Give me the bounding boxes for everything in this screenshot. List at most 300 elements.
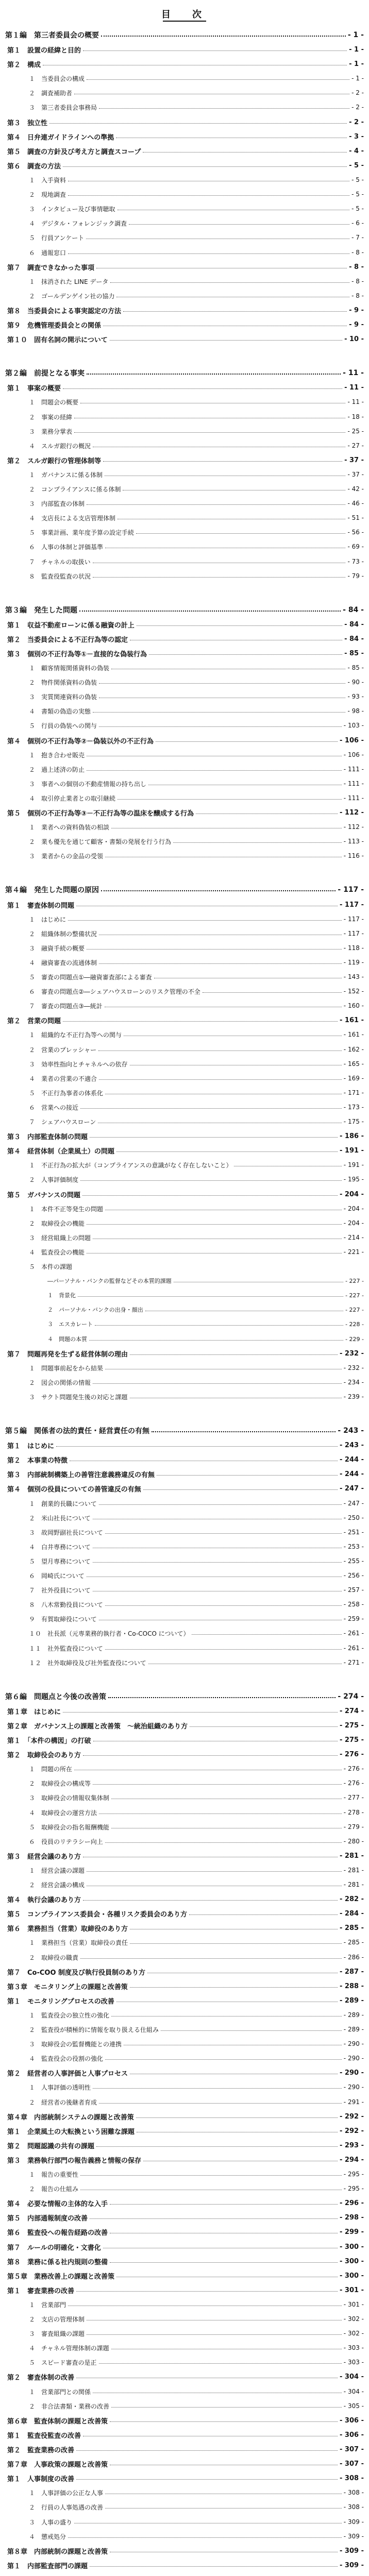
dot-leader bbox=[101, 36, 346, 37]
toc-page-number: - 221 - bbox=[343, 1248, 364, 1256]
dot-leader bbox=[192, 1634, 342, 1635]
toc-page-number: - 173 - bbox=[343, 1104, 364, 1111]
toc-chapter-row bbox=[7, 454, 364, 466]
dot-leader bbox=[99, 2103, 342, 2104]
toc-chapter-row bbox=[7, 1893, 364, 1905]
toc-section-row bbox=[47, 1275, 364, 1287]
toc-section-row bbox=[29, 72, 364, 84]
toc-entry-label: 第３編 発生した問題 bbox=[5, 606, 77, 615]
toc-chapter-row bbox=[7, 2545, 364, 2557]
toc-section-row bbox=[29, 821, 364, 833]
toc-entry-label: ２ 人事評価制度 bbox=[29, 1176, 79, 1183]
toc-entry-label: 第２ 審査体制の改善 bbox=[7, 2374, 75, 2382]
toc-entry-label: 第６ 監査役への報告経路の改善 bbox=[7, 2229, 108, 2237]
dot-leader bbox=[89, 1340, 343, 1341]
toc-section-row bbox=[29, 676, 364, 688]
toc-entry-label: １ 顧客情報関係資料の偽装 bbox=[29, 664, 110, 672]
toc-entry-label: 第２ 問題認識の共有の課題 bbox=[7, 2142, 95, 2150]
toc-page-number: - 1 - bbox=[349, 45, 364, 54]
toc-page-number: - 277 - bbox=[343, 1794, 364, 1801]
dot-leader bbox=[93, 577, 345, 578]
toc-entry-label: 第１ 内部監査部門の課題 bbox=[7, 2562, 88, 2570]
toc-page-number: - 228 - bbox=[345, 1320, 364, 1328]
dot-leader bbox=[68, 2537, 342, 2538]
dot-leader bbox=[63, 166, 347, 167]
toc-page-number: - 244 - bbox=[340, 1470, 364, 1478]
dot-leader bbox=[87, 1871, 342, 1872]
toc-section-row bbox=[29, 2573, 364, 2576]
toc-chapter-row bbox=[7, 1980, 364, 1992]
dot-leader bbox=[87, 374, 341, 375]
toc-page-number: - 37 - bbox=[347, 471, 364, 478]
toc-entry-label: 第４ 個別の役員についての善管違反の有無 bbox=[7, 1485, 141, 1494]
toc-entry-label: 第４ 経営体制（企業風土）の問題 bbox=[7, 1147, 115, 1156]
toc-section-row bbox=[29, 87, 364, 99]
toc-entry-label: １ 問題事前起をから結果 bbox=[29, 1364, 104, 1372]
dot-leader bbox=[161, 2030, 342, 2031]
toc-page-number: - 73 - bbox=[347, 558, 364, 565]
toc-page-number: - 299 - bbox=[340, 2228, 364, 2236]
dot-leader bbox=[111, 2407, 342, 2408]
dot-leader bbox=[82, 1195, 338, 1196]
toc-chapter-row bbox=[7, 1907, 364, 1920]
toc-page-number: - 300 - bbox=[340, 2272, 364, 2280]
dot-leader bbox=[99, 726, 342, 727]
toc-entry-label: ８ 八木常勤役員について bbox=[29, 1601, 103, 1608]
toc-entry-label: 第５編 関係者の法的責任・経営責任の有無 bbox=[5, 1427, 149, 1435]
toc-page-number: - 276 - bbox=[340, 1750, 364, 1758]
toc-entry-label: ２ 過上述済の防止 bbox=[29, 766, 85, 773]
toc-page-number: - 175 - bbox=[343, 1118, 364, 1125]
toc-section-row bbox=[29, 202, 364, 215]
toc-page-number: - 117 - bbox=[343, 916, 364, 923]
toc-section-row bbox=[29, 1936, 364, 1948]
toc-entry-label: １ 報告の重要性 bbox=[29, 2171, 79, 2178]
toc-entry-label: １ 問題の所在 bbox=[29, 1765, 73, 1773]
toc-entry-label: ２ ゴールデンゲイン社の協力 bbox=[29, 292, 115, 300]
dot-leader bbox=[190, 1726, 338, 1727]
dot-leader bbox=[80, 2175, 342, 2176]
toc-section-row bbox=[29, 231, 364, 244]
toc-entry-label: ２ 経営者の後継者育成 bbox=[29, 2098, 97, 2106]
dot-leader bbox=[157, 1475, 338, 1476]
toc-entry-label: ５ 望月専務について bbox=[29, 1557, 91, 1565]
toc-entry-label: ２ 支店の管理体制 bbox=[29, 2315, 85, 2323]
toc-page-number: - 27 - bbox=[347, 442, 364, 449]
toc-entry-label: ２ 事案の経緯 bbox=[29, 413, 73, 421]
dot-leader bbox=[56, 1446, 338, 1447]
toc-page-number: - 281 - bbox=[340, 1852, 364, 1860]
toc-entry-label: 第３ 経営会議のあり方 bbox=[7, 1853, 81, 1861]
toc-entry-label: 第１ 設置の経緯と目的 bbox=[7, 46, 81, 55]
dot-leader bbox=[110, 2421, 338, 2422]
toc-page-number: - 284 - bbox=[340, 1909, 364, 1918]
toc-entry-label: ４ デジタル・フォレンジック調査 bbox=[29, 219, 127, 227]
toc-section-row bbox=[29, 1951, 364, 1963]
toc-chapter-row bbox=[7, 1347, 364, 1360]
toc-page-number: - 46 - bbox=[347, 500, 364, 507]
toc-entry-label: １ はじめに bbox=[29, 916, 66, 923]
dot-leader bbox=[79, 611, 341, 612]
toc-entry-label: 第３章 モニタリング上の課題と改善策 bbox=[7, 1983, 128, 1991]
dot-leader bbox=[105, 2508, 342, 2509]
toc-entry-label: 第５章 業務改善上の課題と改善策 bbox=[7, 2273, 115, 2281]
toc-page-number: - 257 - bbox=[343, 1586, 364, 1594]
dot-leader bbox=[149, 654, 342, 655]
toc-entry-label: １ 本件不正等発生の問題 bbox=[29, 1205, 104, 1213]
toc-page-number: - 51 - bbox=[347, 514, 364, 521]
toc-page-number: - 8 - bbox=[351, 292, 364, 299]
toc-page-number: - 232 - bbox=[343, 1364, 364, 1371]
toc-chapter-row bbox=[7, 2284, 364, 2296]
toc-chapter-row bbox=[7, 2269, 364, 2282]
toc-page-number: - 302 - bbox=[343, 2330, 364, 2337]
toc-entry-label: １ 創業的長職について bbox=[29, 1500, 97, 1507]
toc-section-row bbox=[29, 1028, 364, 1041]
toc-page-number: - 290 - bbox=[343, 2083, 364, 2091]
toc-entry-label: ４ 業者の営業の不適合 bbox=[29, 1075, 97, 1082]
toc-entry-label: 第４ 執行会議のあり方 bbox=[7, 1896, 81, 1904]
toc-page-number: - 300 - bbox=[340, 2257, 364, 2265]
toc-entry-label: 第５ ガバナンスの問題 bbox=[7, 1191, 80, 1199]
toc-page-number: - 295 - bbox=[343, 2171, 364, 2178]
toc-page-number: - 8 - bbox=[351, 278, 364, 285]
toc-entry-label: ４ 書類の偽造の実態 bbox=[29, 707, 91, 715]
toc-entry-label: 第２ 構成 bbox=[7, 61, 41, 69]
toc-section-row bbox=[29, 1656, 364, 1669]
toc-chapter-row bbox=[7, 1453, 364, 1466]
toc-page-number: - 293 - bbox=[340, 2141, 364, 2149]
toc-section-row bbox=[29, 1497, 364, 1510]
toc-section-row bbox=[29, 1864, 364, 1876]
toc-page-number: - 2 - bbox=[351, 104, 364, 111]
toc-page-number: - 84 - bbox=[344, 635, 364, 643]
toc-page-number: - 79 - bbox=[347, 572, 364, 580]
toc-entry-label: １２ 社外取締役及び社外監査役について bbox=[29, 1659, 146, 1667]
toc-page-number: - 229 - bbox=[345, 1335, 364, 1343]
toc-entry-label: 第１ 事案の概要 bbox=[7, 384, 61, 393]
toc-entry-label: ６ 営業への接近 bbox=[29, 1104, 79, 1111]
toc-entry-label: １ 人事評価の透明性 bbox=[29, 2083, 91, 2091]
toc-page-number: - 274 - bbox=[338, 1692, 364, 1701]
toc-entry-label: 第１ 企業風土の大転換という困難な課題 bbox=[7, 2128, 135, 2136]
toc-chapter-row bbox=[7, 1144, 364, 1157]
toc-section-row bbox=[29, 1391, 364, 1403]
toc-section-row bbox=[29, 792, 364, 804]
toc-entry-label: １ 背景化 bbox=[47, 1292, 76, 1299]
toc-page-number: - 169 - bbox=[343, 1075, 364, 1082]
toc-page-number: - 304 - bbox=[340, 2372, 364, 2381]
toc-entry-label: ５ 不正行為事者の体系化 bbox=[29, 1089, 104, 1097]
toc-section-row bbox=[29, 2096, 364, 2108]
toc-chapter-row bbox=[7, 2197, 364, 2209]
toc-section-row bbox=[29, 1231, 364, 1244]
toc-page-number: - 281 - bbox=[343, 1867, 364, 1874]
toc-section-row bbox=[29, 1376, 364, 1388]
dot-leader bbox=[95, 1325, 343, 1326]
toc-entry-label: ４ 監査役会の機能 bbox=[29, 1248, 85, 1256]
toc-chapter-row bbox=[7, 304, 364, 316]
toc-section-row bbox=[29, 835, 364, 848]
dot-leader bbox=[105, 1605, 342, 1606]
toc-entry-label: ７ 社外役員について bbox=[29, 1586, 91, 1594]
toc-section-row bbox=[29, 2356, 364, 2368]
toc-page-number: - 303 - bbox=[343, 2344, 364, 2351]
toc-part-row bbox=[5, 884, 364, 896]
toc-entry-label: ２ 現地調査 bbox=[29, 191, 66, 198]
toc-chapter-row bbox=[7, 2110, 364, 2123]
toc-section-row bbox=[29, 2342, 364, 2354]
toc-page-number: - 116 - bbox=[343, 852, 364, 859]
toc-page-number: - 308 - bbox=[343, 2489, 364, 2496]
title-underline bbox=[163, 21, 206, 22]
toc-page-number: - 117 - bbox=[340, 901, 364, 909]
dot-leader bbox=[116, 1151, 338, 1152]
dot-leader bbox=[87, 949, 342, 950]
toc-entry-label: ３ 事者への個別の不動産情報の持ち出し bbox=[29, 780, 147, 788]
toc-section-row bbox=[47, 1318, 364, 1330]
toc-entry-label: 第１ はじめに bbox=[7, 1442, 55, 1450]
toc-entry-label: 第８ 業務に係る社内規則の整備 bbox=[7, 2258, 108, 2266]
toc-entry-label: ５ 取締役会の指名報酬機能 bbox=[29, 1823, 110, 1831]
toc-section-row bbox=[29, 971, 364, 983]
toc-entry-label: ４ チャネル管理体制の課題 bbox=[29, 2344, 109, 2352]
toc-entry-label: １ 組織的な不正行為等への関与 bbox=[29, 1031, 122, 1039]
toc-page-number: - 276 - bbox=[343, 1780, 364, 1787]
toc-chapter-row bbox=[7, 1188, 364, 1200]
toc-page-number: - 195 - bbox=[343, 1176, 364, 1183]
toc-entry-label: 第２ 営業の問題 bbox=[7, 1017, 61, 1025]
toc-page-number: - 274 - bbox=[340, 1707, 364, 1715]
toc-entry-label: ５ 本件の課題 bbox=[29, 1263, 73, 1270]
toc-chapter-row bbox=[7, 1482, 364, 1495]
toc-chapter-row bbox=[7, 899, 364, 911]
toc-entry-label: 第７ 調査できなかった事項 bbox=[7, 264, 95, 272]
toc-entry-label: ３ 第三者委員会事務局 bbox=[29, 104, 97, 111]
toc-section-row bbox=[29, 1540, 364, 1553]
toc-page-number: - 11 - bbox=[344, 383, 364, 392]
toc-entry-label: ２ 米山社長について bbox=[29, 1514, 91, 1522]
toc-entry-label: 第１ 監査役監査の改善 bbox=[7, 2432, 81, 2440]
toc-section-row bbox=[29, 719, 364, 732]
toc-page-number: - 11 - bbox=[343, 369, 364, 377]
toc-section-row bbox=[29, 439, 364, 452]
document-title: 目 次 bbox=[161, 9, 208, 20]
toc-entry-label: ２ 報告の仕組み bbox=[29, 2185, 79, 2193]
toc-page-number: - 117 - bbox=[343, 930, 364, 937]
toc-page-number: - 1 - bbox=[347, 31, 364, 39]
toc-entry-label: 第２ スルガ銀行の管理体制等 bbox=[7, 457, 102, 465]
toc-section-row bbox=[29, 555, 364, 568]
toc-page-number: - 111 - bbox=[343, 766, 364, 773]
dot-leader bbox=[136, 533, 345, 534]
toc-entry-label: １ 営業部門 bbox=[29, 2301, 66, 2309]
toc-entry-label: １ 業務担当（営業）取締役の責任 bbox=[29, 1939, 128, 1946]
toc-entry-label: １１ 社外監査役について bbox=[29, 1645, 103, 1652]
toc-page-number: - 9 - bbox=[349, 306, 364, 314]
toc-section-row bbox=[47, 1333, 364, 1345]
toc-page-number: - 285 - bbox=[343, 1939, 364, 1946]
dot-leader bbox=[83, 1900, 338, 1901]
toc-page-number: - 307 - bbox=[340, 2445, 364, 2453]
dot-leader bbox=[129, 224, 349, 225]
dot-leader bbox=[173, 842, 342, 843]
dot-leader bbox=[110, 282, 349, 283]
toc-entry-label: 第２ 経営者の人事評価と人事プロセス bbox=[7, 2070, 128, 2078]
toc-entry-label: 第６章 監査体制の課題と改善策 bbox=[7, 2417, 108, 2426]
dot-leader bbox=[110, 2204, 338, 2205]
toc-entry-label: ２ 組織体制の整備状況 bbox=[29, 930, 97, 938]
toc-chapter-row bbox=[7, 2472, 364, 2484]
dot-leader bbox=[156, 741, 338, 742]
toc-entry-label: ３ 融資手続の概要 bbox=[29, 944, 85, 952]
toc-section-row bbox=[29, 749, 364, 761]
toc-section-row bbox=[29, 1159, 364, 1171]
toc-page-number: - 309 - bbox=[343, 2533, 364, 2540]
toc-section-row bbox=[29, 1202, 364, 1215]
toc-page-number: - 56 - bbox=[347, 529, 364, 536]
toc-page-number: - 279 - bbox=[343, 1823, 364, 1831]
toc-entry-label: 第８ 当委員会による事実認定の方法 bbox=[7, 307, 122, 315]
toc-entry-label: ５ 審査の問題点①―融資審査部による審査 bbox=[29, 973, 152, 981]
toc-entry-label: １ 当委員会の構成 bbox=[29, 75, 85, 82]
toc-chapter-row bbox=[7, 2211, 364, 2224]
dot-leader bbox=[105, 1533, 342, 1534]
toc-entry-label: ４ 白井専務について bbox=[29, 1543, 91, 1551]
toc-page-number: - 171 - bbox=[343, 1089, 364, 1096]
dot-leader bbox=[152, 1431, 336, 1432]
dot-leader bbox=[87, 2334, 342, 2335]
toc-chapter-row bbox=[7, 2370, 364, 2383]
toc-page-number: - 304 - bbox=[343, 2388, 364, 2395]
toc-section-row bbox=[29, 2182, 364, 2195]
dot-leader bbox=[103, 461, 342, 462]
toc-page-number: - 2 - bbox=[349, 118, 364, 126]
toc-entry-label: 第２章 ガバナンス上の課題と改善策 ～統治組織のあり方 bbox=[7, 1722, 188, 1731]
toc-entry-label: 第６ 調査の方法 bbox=[7, 162, 61, 171]
toc-page-number: - 303 - bbox=[343, 2359, 364, 2366]
toc-page-number: - 275 - bbox=[340, 1721, 364, 1730]
dot-leader bbox=[110, 340, 342, 341]
toc-section-row bbox=[29, 2023, 364, 2036]
toc-page-number: - 5 - bbox=[351, 205, 364, 212]
toc-entry-label: ５ スピード審査の是正 bbox=[29, 2359, 97, 2366]
toc-page-number: - 250 - bbox=[343, 1514, 364, 1521]
dot-leader bbox=[78, 1296, 343, 1297]
toc-page-number: - 289 - bbox=[343, 2026, 364, 2033]
toc-section-row bbox=[29, 1260, 364, 1273]
toc-section-row bbox=[47, 1289, 364, 1301]
dot-leader bbox=[87, 1224, 342, 1225]
toc-chapter-row bbox=[7, 2443, 364, 2455]
toc-entry-label: ３ 経営組織上の問題 bbox=[29, 1234, 91, 1242]
dot-leader bbox=[105, 2059, 342, 2060]
toc-section-row bbox=[29, 1087, 364, 1099]
toc-page-number: - 301 - bbox=[340, 2286, 364, 2294]
toc-entry-label: ２ 取締役会の機能 bbox=[29, 1219, 85, 1227]
toc-chapter-row bbox=[7, 58, 364, 70]
toc-page-number: - 308 - bbox=[343, 2503, 364, 2511]
toc-section-row bbox=[29, 217, 364, 229]
toc-page-number: - 191 - bbox=[340, 1146, 364, 1155]
toc-page-number: - 165 - bbox=[343, 1060, 364, 1067]
toc-chapter-row bbox=[7, 2414, 364, 2427]
dot-leader bbox=[87, 770, 342, 771]
toc-entry-label: ―パーソナル・バンクの監督などその本質的課題 bbox=[47, 1278, 172, 1284]
dot-leader bbox=[63, 388, 342, 389]
toc-page-number: - 204 - bbox=[340, 1190, 364, 1198]
toc-section-row bbox=[29, 497, 364, 510]
dot-leader bbox=[93, 1562, 342, 1563]
toc-section-row bbox=[29, 2516, 364, 2528]
toc-entry-label: ３ 業務分掌表 bbox=[29, 428, 73, 435]
toc-section-row bbox=[29, 290, 364, 302]
toc-page-number: - 281 - bbox=[343, 1881, 364, 1888]
toc-entry-label: ４ 取引停止業者との取引継続 bbox=[29, 794, 116, 802]
toc-chapter-row bbox=[7, 116, 364, 128]
toc-part-row bbox=[5, 367, 364, 379]
toc-entry-label: 第３ 業務執行部門の報告義務と情報の保存 bbox=[7, 2157, 142, 2165]
toc-section-row bbox=[29, 1043, 364, 1056]
toc-entry-label: １０ 社長派（元専業務的執行者・Co-COCO について） bbox=[29, 1630, 190, 1637]
toc-section-row bbox=[29, 1115, 364, 1128]
toc-page-number: - 288 - bbox=[340, 1982, 364, 1990]
toc-page-number: - 255 - bbox=[343, 1557, 364, 1565]
toc-entry-label: ２ 取締役の職責 bbox=[29, 1954, 79, 1961]
toc-page-number: - 251 - bbox=[343, 1529, 364, 1536]
dot-leader bbox=[189, 1914, 338, 1915]
toc-page-number: - 292 - bbox=[340, 2127, 364, 2135]
dot-leader bbox=[93, 1383, 342, 1384]
dot-leader bbox=[203, 992, 342, 993]
toc-section-row bbox=[29, 999, 364, 1012]
toc-page-number: - 289 - bbox=[340, 1996, 364, 2005]
toc-page-number: - 204 - bbox=[343, 1219, 364, 1227]
toc-section-row bbox=[29, 425, 364, 437]
toc-section-row bbox=[29, 2313, 364, 2325]
toc-page-number: - 186 - bbox=[340, 1132, 364, 1140]
toc-section-row bbox=[29, 956, 364, 969]
toc-page-number: - 204 - bbox=[343, 1205, 364, 1212]
toc-entry-label: ２ 取締役会の構成等 bbox=[29, 1780, 91, 1787]
toc-section-row bbox=[29, 570, 364, 582]
toc-chapter-row bbox=[7, 2139, 364, 2151]
toc-entry-label: ３ エスカレート bbox=[47, 1321, 93, 1328]
toc-section-row bbox=[29, 2327, 364, 2340]
dot-leader bbox=[68, 195, 349, 196]
dot-leader bbox=[136, 2117, 338, 2118]
toc-page-number: - 290 - bbox=[343, 2040, 364, 2047]
toc-section-row bbox=[29, 1878, 364, 1891]
toc-part-row bbox=[5, 1690, 364, 1703]
toc-chapter-row bbox=[7, 261, 364, 273]
toc-page-number: - 256 - bbox=[343, 1572, 364, 1579]
toc-page-number: - 280 - bbox=[343, 1838, 364, 1845]
toc-chapter-row bbox=[7, 2559, 364, 2571]
toc-page-number: - 113 - bbox=[343, 838, 364, 845]
toc-entry-label: 第７ Co-COO 制度及び執行役員制のあり方 bbox=[7, 1969, 146, 1977]
toc-entry-label: ３ 業者からの金品の受領 bbox=[29, 852, 104, 860]
toc-section-row bbox=[29, 411, 364, 423]
toc-entry-label: ４ 懲戒処分 bbox=[29, 2533, 66, 2540]
toc-page-number: - 271 - bbox=[343, 1659, 364, 1666]
toc-page-number: - 5 - bbox=[351, 191, 364, 198]
toc-page-number: - 247 - bbox=[343, 1500, 364, 1507]
toc-chapter-row bbox=[7, 1994, 364, 2007]
toc-page-number: - 8 - bbox=[349, 263, 364, 271]
toc-entry-label: ４ 支店長による支店管理体制 bbox=[29, 514, 116, 522]
toc-page-number: - 161 - bbox=[343, 1031, 364, 1038]
